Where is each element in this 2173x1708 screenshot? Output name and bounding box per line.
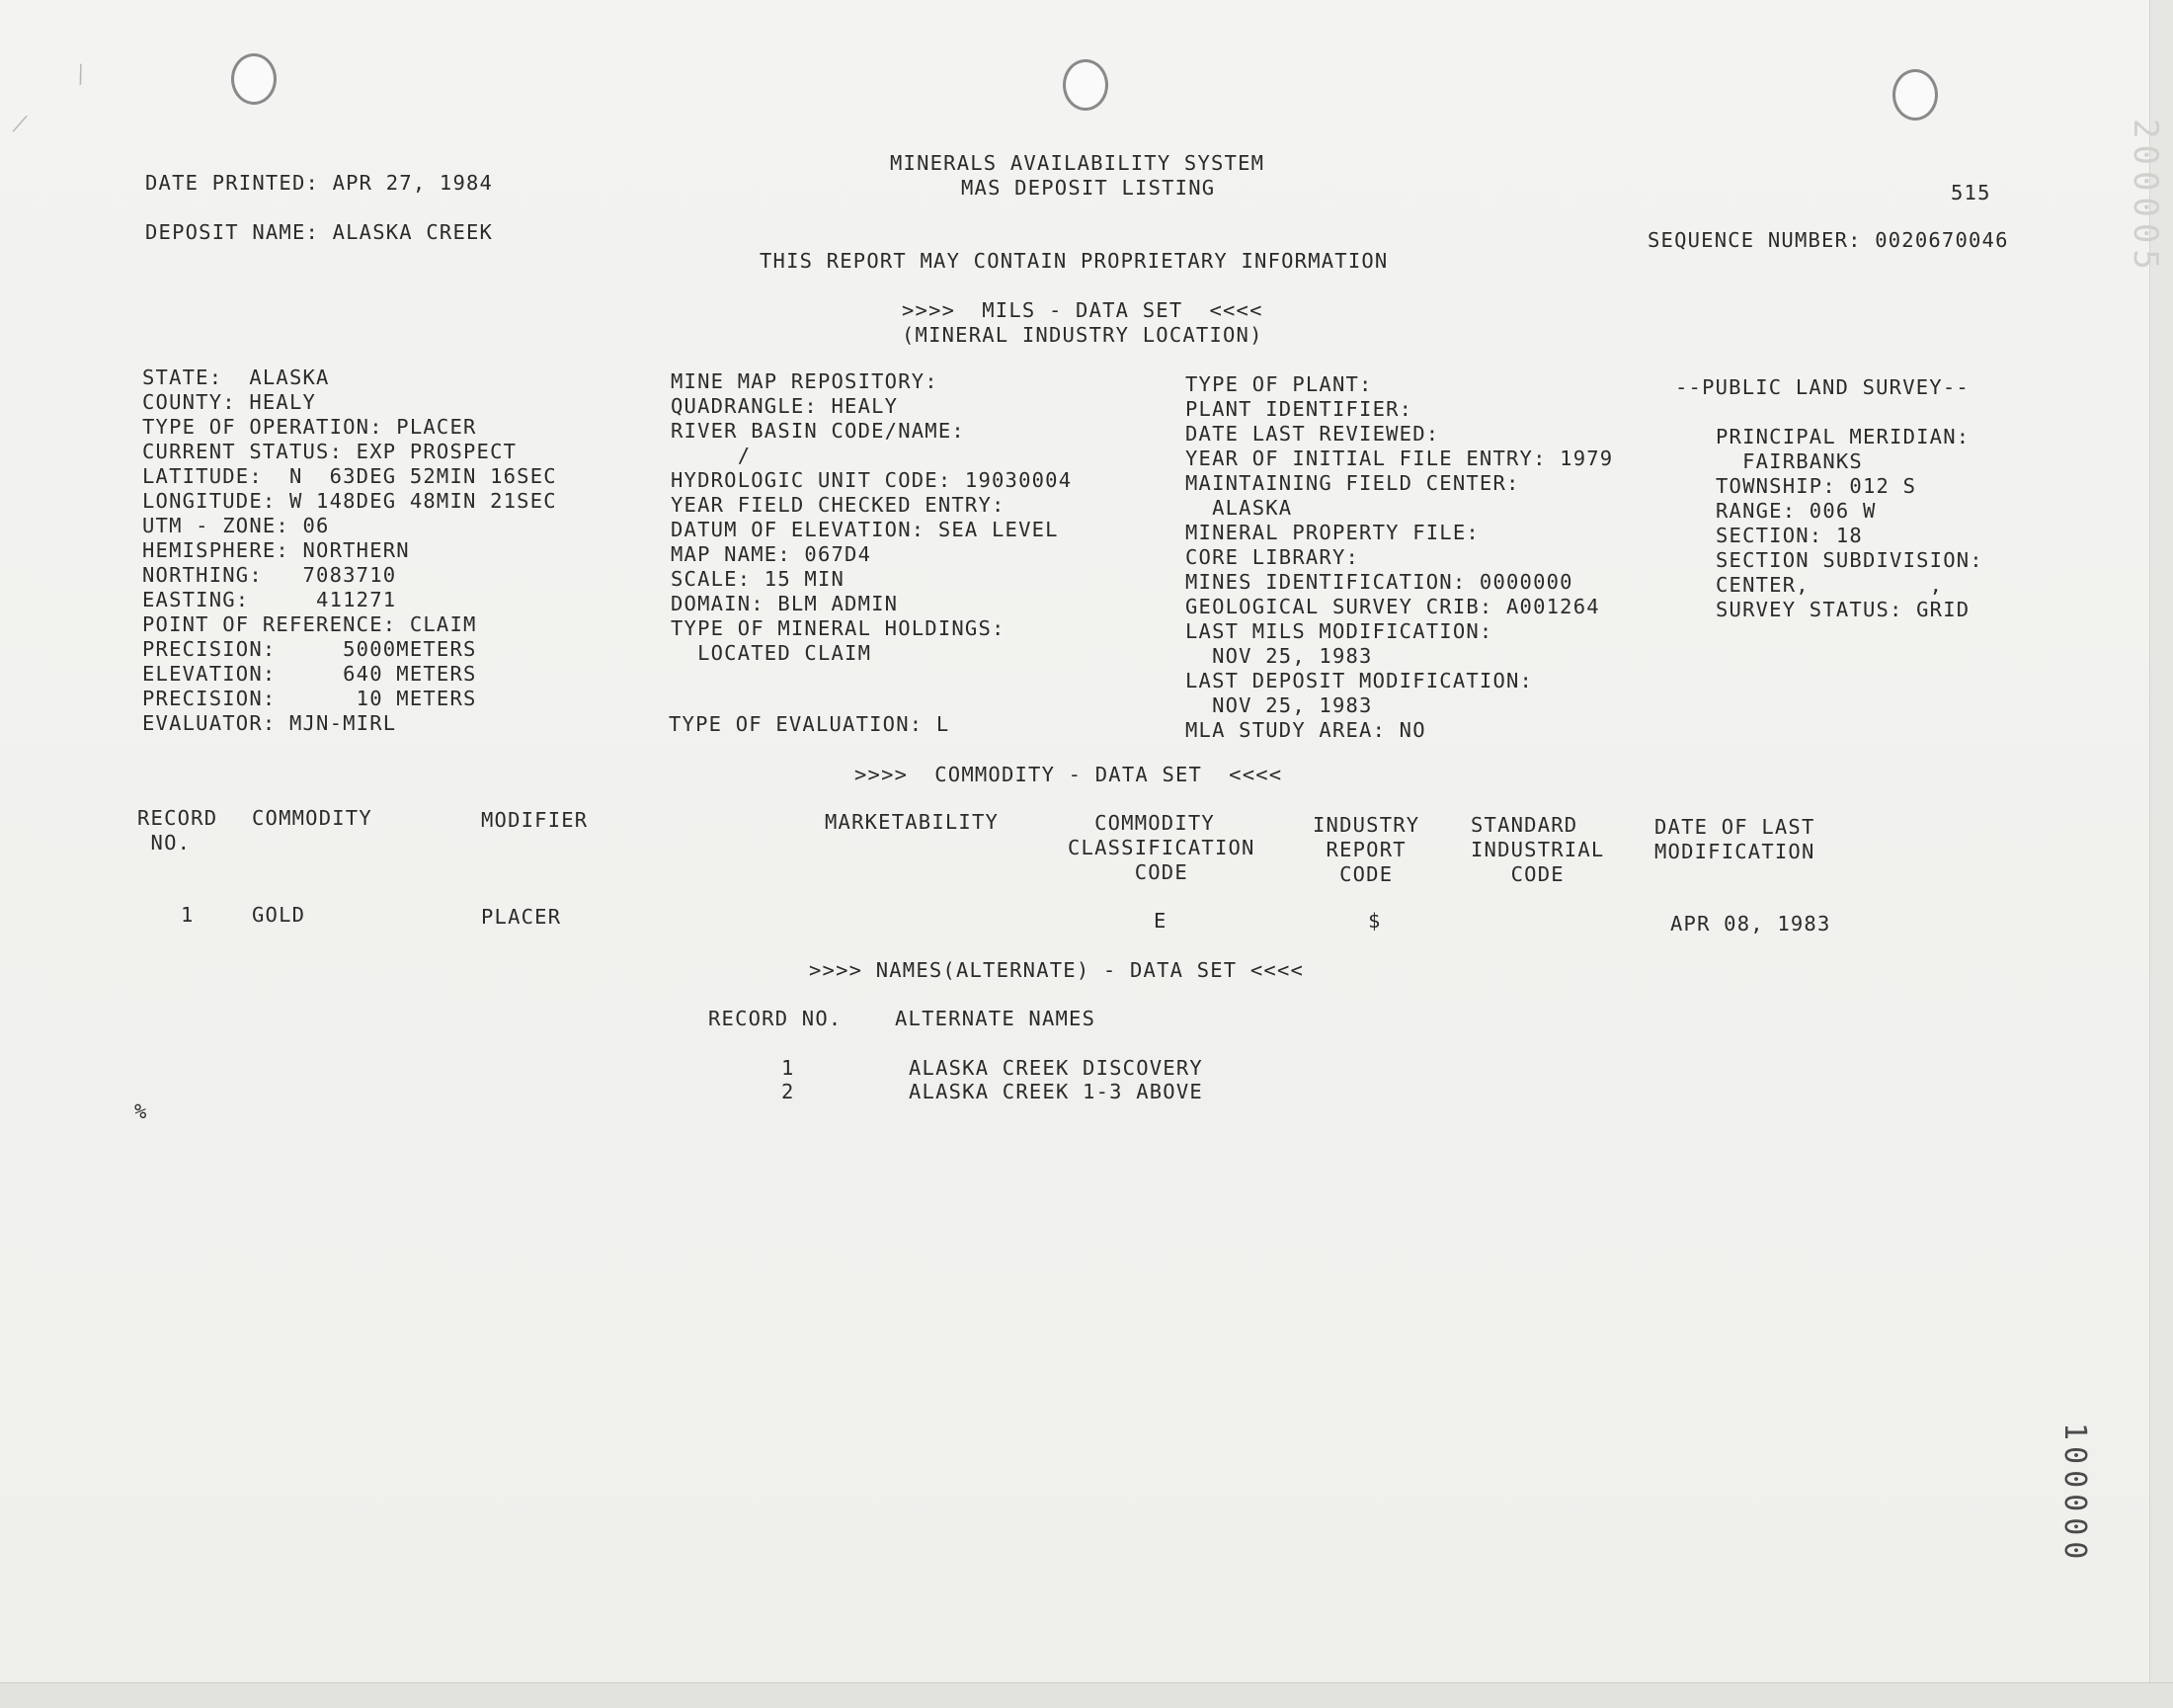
last-deposit-modification-value: NOV 25, 1983 — [1185, 693, 1373, 717]
hemisphere-field: HEMISPHERE: NORTHERN — [142, 538, 410, 562]
deposit-name: DEPOSIT NAME: ALASKA CREEK — [145, 220, 494, 244]
name-row-record-no: 1 — [781, 1056, 795, 1080]
operation-type-field: TYPE OF OPERATION: PLACER — [142, 415, 477, 439]
range-field: RANGE: 006 W — [1716, 499, 1877, 523]
longitude-field: LONGITUDE: W 148DEG 48MIN 21SEC — [142, 489, 557, 513]
elevation-precision-field: PRECISION: 10 METERS — [142, 687, 477, 710]
commodity-row-last-modification: APR 08, 1983 — [1670, 912, 1831, 935]
date-printed: DATE PRINTED: APR 27, 1984 — [145, 171, 494, 195]
location-column — [142, 366, 557, 736]
col-header-record-no: RECORD NO. — [137, 806, 218, 854]
year-initial-entry-field: YEAR OF INITIAL FILE ENTRY: 1979 — [1185, 447, 1614, 470]
col-header-classification-code: COMMODITY CLASSIFICATION CODE — [1068, 811, 1255, 884]
datum-of-elevation-field: DATUM OF ELEVATION: SEA LEVEL — [671, 518, 1059, 541]
utm-zone-field: UTM - ZONE: 06 — [142, 514, 330, 537]
field-center-value: ALASKA — [1185, 496, 1293, 520]
page-edge-bottom — [0, 1682, 2173, 1708]
principal-meridian-value: FAIRBANKS — [1716, 449, 1863, 473]
name-row-alternate-name: ALASKA CREEK DISCOVERY — [909, 1056, 1203, 1080]
mines-identification-field: MINES IDENTIFICATION: 0000000 — [1185, 570, 1573, 594]
scale-field: SCALE: 15 MIN — [671, 567, 845, 591]
section-subdivision-value: CENTER, , — [1716, 573, 1944, 597]
names-header-record-no: RECORD NO. — [708, 1007, 843, 1030]
northing-field: NORTHING: 7083710 — [142, 563, 397, 587]
margin-pencil-mark: ⁄ — [15, 110, 25, 139]
section-field: SECTION: 18 — [1716, 524, 1863, 547]
names-heading: >>>> NAMES(ALTERNATE) - DATA SET <<<< — [809, 958, 1305, 982]
evaluator-field: EVALUATOR: MJN-MIRL — [142, 711, 397, 735]
percent-mark: % — [134, 1099, 148, 1123]
mineral-property-file-field: MINERAL PROPERTY FILE: — [1185, 521, 1480, 544]
punch-hole-left — [231, 53, 277, 105]
section-subdivision-field: SECTION SUBDIVISION: — [1716, 548, 1983, 572]
faint-stamp-number: 200005 — [2126, 119, 2165, 276]
page-stamp-number: 100000 — [2057, 1423, 2092, 1566]
public-land-survey-heading: --PUBLIC LAND SURVEY-- — [1675, 375, 1970, 399]
elevation-field: ELEVATION: 640 METERS — [142, 662, 477, 686]
type-of-evaluation-field: TYPE OF EVALUATION: L — [669, 712, 950, 736]
page-number: 515 — [1951, 181, 1991, 204]
land-survey-column — [1716, 425, 1983, 622]
margin-pencil-mark: ⁄ — [72, 61, 90, 89]
principal-meridian-field: PRINCIPAL MERIDIAN: — [1716, 425, 1971, 448]
last-mils-modification-value: NOV 25, 1983 — [1185, 644, 1373, 668]
listing-title: MAS DEPOSIT LISTING — [961, 176, 1216, 200]
commodity-row-industry-report: $ — [1368, 909, 1382, 933]
core-library-field: CORE LIBRARY: — [1185, 545, 1360, 569]
township-field: TOWNSHIP: 012 S — [1716, 474, 1917, 498]
survey-status-field: SURVEY STATUS: GRID — [1716, 598, 1971, 621]
domain-field: DOMAIN: BLM ADMIN — [671, 592, 899, 615]
system-title: MINERALS AVAILABILITY SYSTEM — [890, 151, 1265, 175]
col-header-marketability: MARKETABILITY — [825, 810, 1000, 834]
mils-heading: >>>> MILS - DATA SET <<<< — [902, 298, 1263, 322]
proprietary-notice: THIS REPORT MAY CONTAIN PROPRIETARY INFORMATION — [760, 249, 1389, 273]
col-header-last-modification: DATE OF LAST MODIFICATION — [1654, 815, 1815, 863]
commodity-row-modifier: PLACER — [481, 905, 562, 929]
name-row-record-no: 2 — [781, 1080, 795, 1103]
col-header-commodity: COMMODITY — [252, 806, 372, 830]
survey-crib-field: GEOLOGICAL SURVEY CRIB: A001264 — [1185, 595, 1600, 618]
sequence-number: SEQUENCE NUMBER: 0020670046 — [1648, 228, 2009, 252]
current-status-field: CURRENT STATUS: EXP PROSPECT — [142, 440, 518, 463]
river-basin-field: RIVER BASIN CODE/NAME: — [671, 419, 965, 443]
commodity-row-record-no: 1 — [181, 903, 195, 927]
commodity-row-name: GOLD — [252, 903, 306, 927]
punch-hole-right — [1892, 69, 1938, 121]
type-of-plant-field: TYPE OF PLANT: — [1185, 372, 1373, 396]
mla-study-area-field: MLA STUDY AREA: NO — [1185, 718, 1426, 742]
map-column — [671, 369, 1072, 666]
county-field: COUNTY: HEALY — [142, 390, 317, 414]
plant-column — [1185, 372, 1613, 743]
state-field: STATE: ALASKA — [142, 366, 330, 389]
mine-map-repository-field: MINE MAP REPOSITORY: — [671, 369, 938, 393]
punch-hole-center — [1063, 59, 1108, 111]
commodity-heading: >>>> COMMODITY - DATA SET <<<< — [854, 763, 1283, 786]
mineral-holdings-value: LOCATED CLAIM — [671, 641, 872, 665]
precision-field: PRECISION: 5000METERS — [142, 637, 477, 661]
names-header-alternate-names: ALTERNATE NAMES — [895, 1007, 1096, 1030]
last-deposit-modification-field: LAST DEPOSIT MODIFICATION: — [1185, 669, 1534, 692]
plant-identifier-field: PLANT IDENTIFIER: — [1185, 397, 1413, 421]
mils-subheading: (MINERAL INDUSTRY LOCATION) — [902, 323, 1263, 347]
date-last-reviewed-field: DATE LAST REVIEWED: — [1185, 422, 1440, 446]
name-row-alternate-name: ALASKA CREEK 1-3 ABOVE — [909, 1080, 1203, 1103]
field-center-field: MAINTAINING FIELD CENTER: — [1185, 471, 1520, 495]
mineral-holdings-field: TYPE OF MINERAL HOLDINGS: — [671, 616, 1006, 640]
quadrangle-field: QUADRANGLE: HEALY — [671, 394, 899, 418]
year-field-checked-field: YEAR FIELD CHECKED ENTRY: — [671, 493, 1006, 517]
col-header-modifier: MODIFIER — [481, 808, 589, 832]
latitude-field: LATITUDE: N 63DEG 52MIN 16SEC — [142, 464, 557, 488]
easting-field: EASTING: 411271 — [142, 588, 397, 611]
point-of-reference-field: POINT OF REFERENCE: CLAIM — [142, 612, 477, 636]
last-mils-modification-field: LAST MILS MODIFICATION: — [1185, 619, 1493, 643]
col-header-industry-report-code: INDUSTRY REPORT CODE — [1313, 813, 1420, 886]
hydrologic-unit-field: HYDROLOGIC UNIT CODE: 19030004 — [671, 468, 1073, 492]
commodity-row-classification: E — [1154, 909, 1167, 933]
river-basin-value: / — [671, 444, 752, 467]
map-name-field: MAP NAME: 067D4 — [671, 542, 872, 566]
col-header-sic-code: STANDARD INDUSTRIAL CODE — [1471, 813, 1605, 886]
